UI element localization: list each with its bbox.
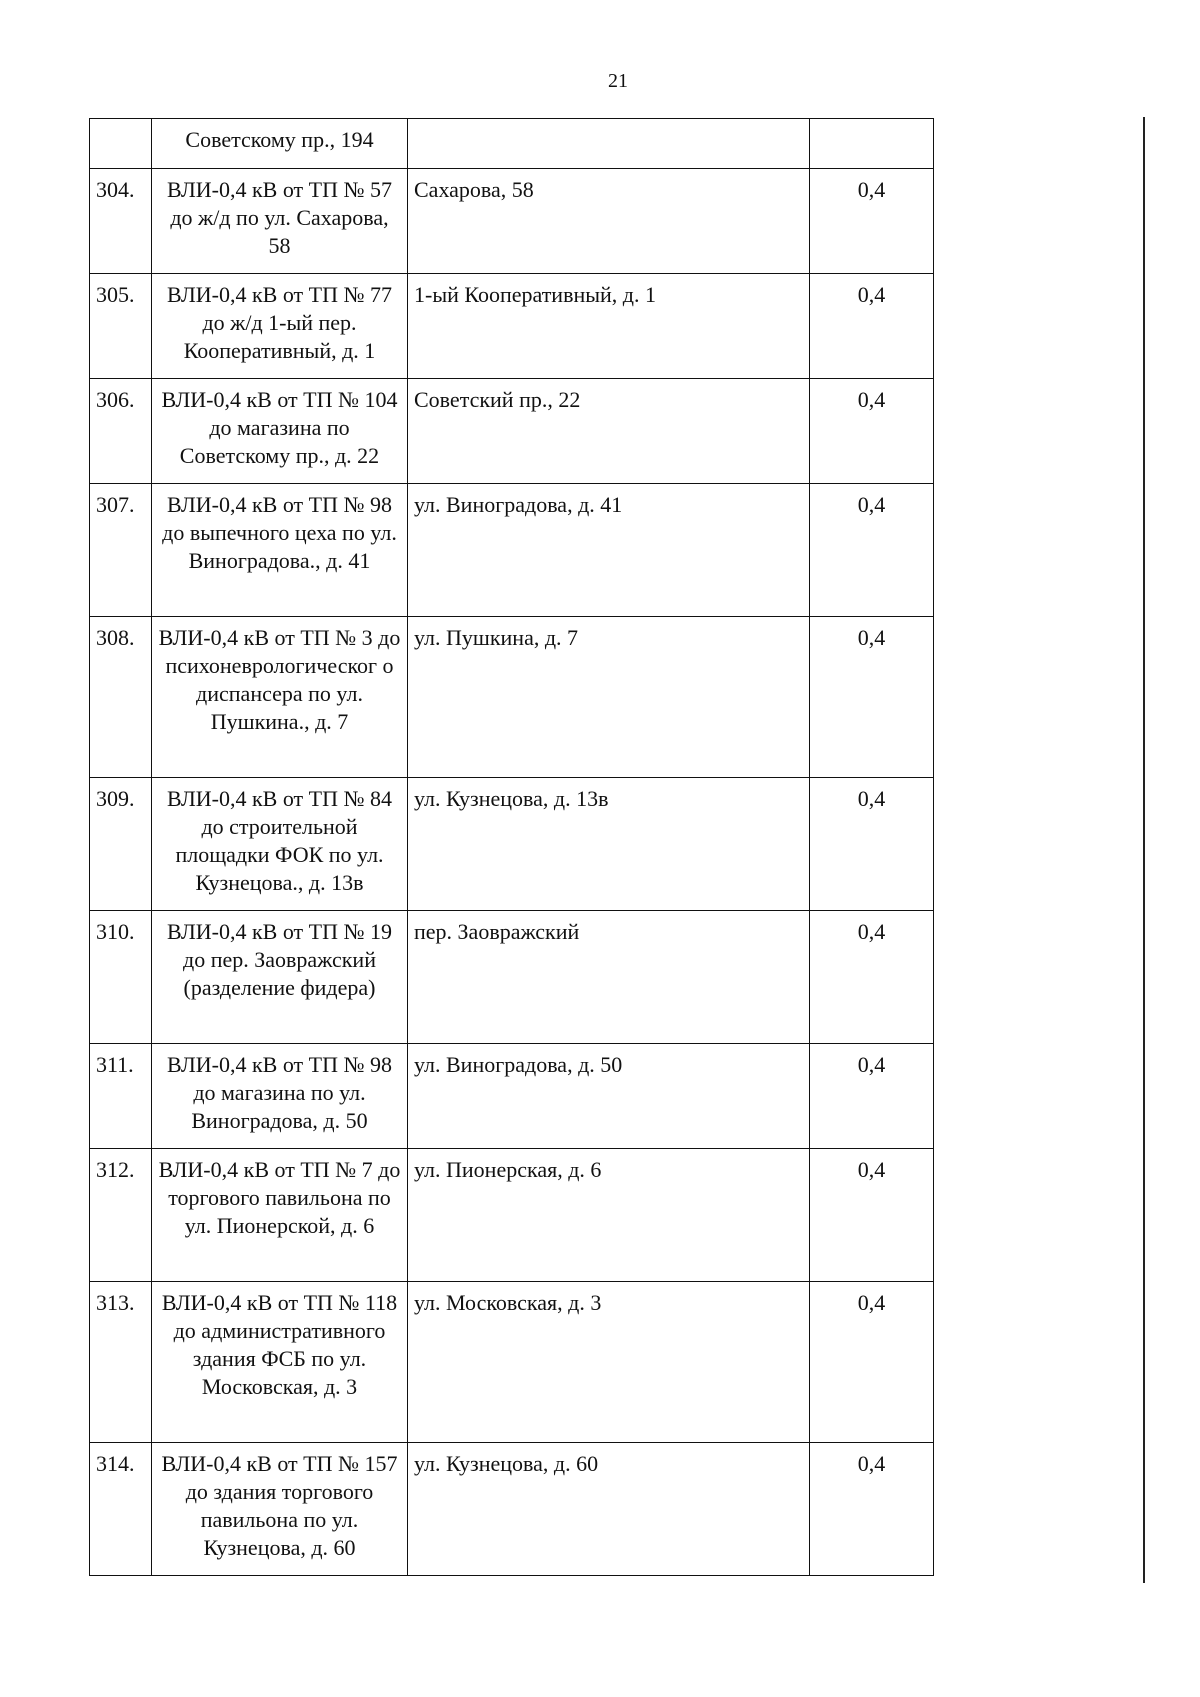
voltage-cell: 0,4 [810,1044,934,1149]
row-number-cell: 309. [90,778,152,911]
row-number-cell: 304. [90,169,152,274]
line-name-cell: ВЛИ-0,4 кВ от ТП № 104 до магазина по Советскому пр., д. 22 [152,379,408,484]
table-row [90,1282,934,1443]
address-cell: ул. Кузнецова, д. 13в [408,778,810,911]
row-number-cell: 312. [90,1149,152,1282]
margin-rule [1143,117,1145,1583]
table-row [90,484,934,617]
row-number-cell: 305. [90,274,152,379]
row-number-cell: 314. [90,1443,152,1576]
address-cell: ул. Кузнецова, д. 60 [408,1443,810,1576]
address-cell: ул. Московская, д. 3 [408,1282,810,1443]
address-cell: ул. Виноградова, д. 41 [408,484,810,617]
table-row [90,778,934,911]
row-number-cell: 310. [90,911,152,1044]
voltage-cell: 0,4 [810,169,934,274]
address-cell: пер. Заовражский [408,911,810,1044]
row-number-cell: 306. [90,379,152,484]
voltage-cell: 0,4 [810,778,934,911]
address-cell: ул. Пушкина, д. 7 [408,617,810,778]
table-row [90,169,934,274]
row-number-cell: 307. [90,484,152,617]
voltage-cell: 0,4 [810,1282,934,1443]
voltage-cell: 0,4 [810,379,934,484]
page-number: 21 [608,70,628,92]
row-number-cell: 308. [90,617,152,778]
voltage-cell: 0,4 [810,1149,934,1282]
address-cell [408,119,810,169]
table-row [90,274,934,379]
table-row [90,119,934,169]
line-name-cell: ВЛИ-0,4 кВ от ТП № 157 до здания торгового павильона по ул. Кузнецова, д. 60 [152,1443,408,1576]
voltage-cell: 0,4 [810,617,934,778]
address-cell: Сахарова, 58 [408,169,810,274]
line-name-cell: ВЛИ-0,4 кВ от ТП № 77 до ж/д 1-ый пер. Кооперативный, д. 1 [152,274,408,379]
address-cell: ул. Виноградова, д. 50 [408,1044,810,1149]
line-name-cell: ВЛИ-0,4 кВ от ТП № 19 до пер. Заовражский (разделение фидера) [152,911,408,1044]
table-row [90,379,934,484]
line-name-cell: ВЛИ-0,4 кВ от ТП № 84 до строительной площадки ФОК по ул. Кузнецова., д. 13в [152,778,408,911]
row-number-cell: 311. [90,1044,152,1149]
table-row [90,1443,934,1576]
line-name-cell: ВЛИ-0,4 кВ от ТП № 57 до ж/д по ул. Сахарова, 58 [152,169,408,274]
voltage-cell [810,119,934,169]
line-name-cell: ВЛИ-0,4 кВ от ТП № 118 до административного здания ФСБ по ул. Московская, д. 3 [152,1282,408,1443]
line-name-cell: ВЛИ-0,4 кВ от ТП № 3 до психоневрологическог о диспансера по ул. Пушкина., д. 7 [152,617,408,778]
voltage-cell: 0,4 [810,274,934,379]
table-row [90,1044,934,1149]
line-name-cell: ВЛИ-0,4 кВ от ТП № 7 до торгового павильона по ул. Пионерской, д. 6 [152,1149,408,1282]
line-name-cell: ВЛИ-0,4 кВ от ТП № 98 до магазина по ул. Виноградова, д. 50 [152,1044,408,1149]
row-number-cell [90,119,152,169]
address-cell: Советский пр., 22 [408,379,810,484]
line-name-cell: ВЛИ-0,4 кВ от ТП № 98 до выпечного цеха по ул. Виноградова., д. 41 [152,484,408,617]
address-cell: ул. Пионерская, д. 6 [408,1149,810,1282]
row-number-cell: 313. [90,1282,152,1443]
address-cell: 1-ый Кооперативный, д. 1 [408,274,810,379]
voltage-cell: 0,4 [810,1443,934,1576]
voltage-cell: 0,4 [810,911,934,1044]
table-row [90,1149,934,1282]
voltage-cell: 0,4 [810,484,934,617]
line-name-cell: Советскому пр., 194 [152,119,408,169]
power-lines-table [89,118,934,1576]
table-row [90,617,934,778]
table-row [90,911,934,1044]
